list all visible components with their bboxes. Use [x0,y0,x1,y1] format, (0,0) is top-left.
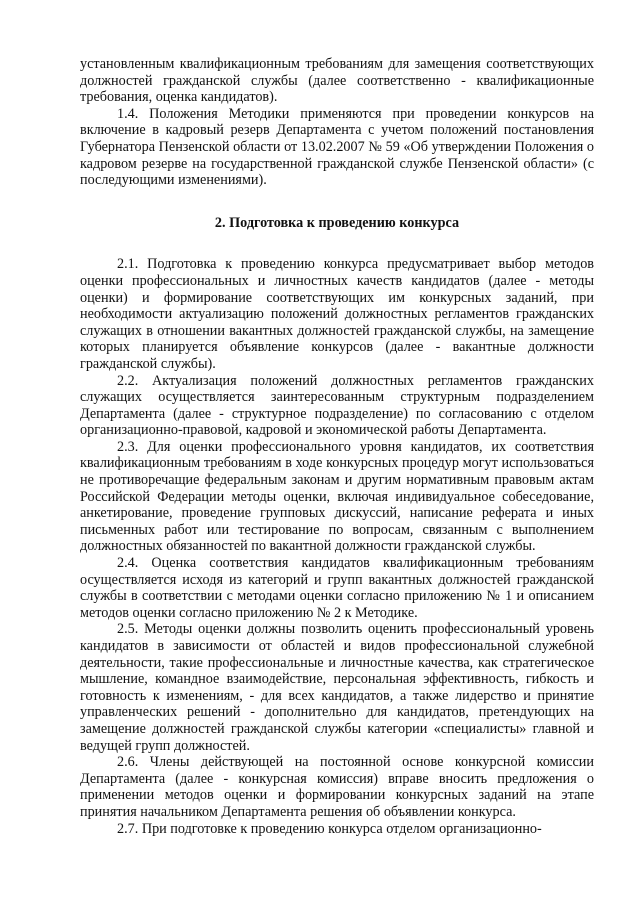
paragraph-1-4: 1.4. Положения Методики применяются при проведении конкурсов на включение в кадровый резерв Департамента с учетом положений постановления Губернатора Пензенской области от 13.02.2007 № 59 «Об утверждении Положения о кадровом резерве на государственной гражданской службе Пензенской области» (с последующими изменениями). [80,105,594,189]
paragraph-2-2: 2.2. Актуализация положений должностных регламентов гражданских служащих осуществляется заинтересованным структурным подразделением Департамента (далее - структурное подразделение) по согласованию с отделом организационно-правовой, кадровой и экономической работы Департамента. [80,372,594,439]
section-2-heading: 2. Подготовка к проведению конкурса [214,214,460,231]
continuation-paragraph: установленным квалификационным требованиям для замещения соответствующих должностей гражданской службы (далее соответственно - квалификационные требования, оценка кандидатов). [80,56,594,106]
paragraph-2-1: 2.1. Подготовка к проведению конкурса предусматривает выбор методов оценки профессиональных и личностных качеств кандидатов (далее - методы оценки) и формирование соответствующих им конкурсных заданий, при необходимости актуализацию положений должностных регламентов гражданских служащих в отношении вакантных должностей гражданской службы, на замещение которых планируется объявление конкурсов (далее - вакантные должности гражданской службы). [80,256,594,372]
paragraph-2-7: 2.7. При подготовке к проведению конкурса отделом организационно- [117,820,542,837]
paragraph-2-6: 2.6. Члены действующей на постоянной основе конкурсной комиссии Департамента (далее - конкурсная комиссия) вправе вносить предложения о применении методов оценки и формировании конкурсных заданий на этапе принятия начальником Департамента решения об объявлении конкурса. [80,754,594,820]
paragraph-2-5: 2.5. Методы оценки должны позволить оценить профессиональный уровень кандидатов в зависимости от областей и видов профессиональной служебной деятельности, такие профессиональные и личностные качества, как стратегическое мышление, командное взаимодействие, персональная эффективность, гибкость и готовность к изменениям, - для всех кандидатов, а также лидерство и принятие управленческих решений - дополнительно для кандидатов, претендующих на замещение должностей гражданской службы категории «специалисты» главной и ведущей групп должностей. [80,621,594,754]
document-page [80,56,594,837]
paragraph-2-4: 2.4. Оценка соответствия кандидатов квалификационным требованиям осуществляется исходя из категорий и групп вакантных должностей гражданской службы в соответствии с методами оценки согласно приложению № 1 и описанием методов оценки согласно приложению № 2 к Методике. [80,555,594,621]
paragraph-2-3: 2.3. Для оценки профессионального уровня кандидатов, их соответствия квалификационным требованиям в ходе конкурсных процедур могут использоваться не противоречащие федеральным законам и другим нормативным правовым актам Российской Федерации методы оценки, включая индивидуальное собеседование, анкетирование, проведение групповых дискуссий, написание реферата и иных письменных работ или тестирование по вопросам, связанным с выполнением должностных обязанностей по вакантной должности гражданской службы. [80,438,594,555]
